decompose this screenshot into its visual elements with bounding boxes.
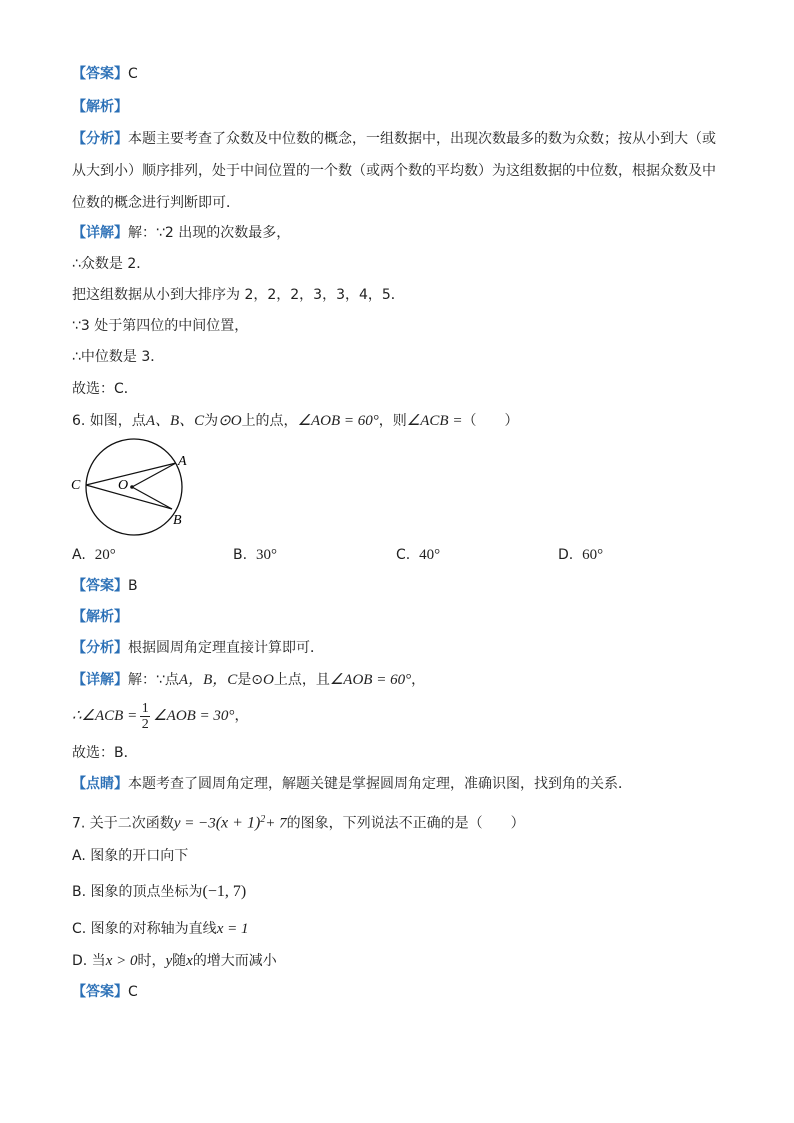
q6-detail-line1 [72,670,425,690]
fraction-denominator: 2 [141,716,149,732]
q7-stem-suffix: 的图象，下列说法不正确的是（ ） [286,815,525,832]
answer-tag: 【答案】 [72,984,128,1000]
option-value: 20° [94,547,116,563]
q5-fenxi-line1 [72,129,716,149]
radius-ob [132,487,172,509]
q6-stem-circle: ⊙O [218,413,242,429]
q5-detail-line6: 故选：C． [72,381,138,397]
analysis-tag: 【解析】 [72,609,128,625]
fenxi-text: 根据圆周角定理直接计算即可． [128,640,324,656]
q7-answer-line [72,982,138,1002]
chord-cb [86,485,172,509]
option-letter: B. [233,547,248,563]
detail-tag: 【详解】 [72,225,128,241]
center-dot [130,485,134,489]
option-value: 40° [419,547,441,563]
q7-func-a: y = −3 [173,815,216,832]
option-letter: C. [396,547,411,563]
q6-stem-mid2: 上的点， [241,413,298,429]
q6-stem-mid3: ，则 [378,413,407,429]
q7-stem [72,810,525,834]
chord-ca [86,463,176,485]
q6-analysis-line [72,607,128,627]
circle-figure [66,437,196,537]
analysis-tag: 【解析】 [72,99,128,115]
q7-option-b-text: B. 图象的顶点坐标为 [72,884,203,900]
q7-option-d-a: D. 当 [72,953,106,969]
option-letter: D. [558,547,574,563]
fraction-numerator: 1 [141,700,149,716]
q6-option-a [72,545,116,565]
q6-option-c [396,545,440,565]
q7-option-c-text: C. 图象的对称轴为直线 [72,921,217,937]
detail-eq-comma: ， [234,708,249,724]
q6-stem [72,411,518,431]
label-a: A [178,454,187,469]
q6-stem-prefix: 6. 如图，点 [72,413,146,429]
detail-circle-o: O [263,672,274,688]
q5-fenxi-line2: 从大到小）顺序排列，处于中间位置的一个数（或两个数的平均数）为这组数据的中位数，根据众数及中 [72,163,716,179]
q7-stem-prefix: 7. 关于二次函数 [72,815,174,832]
detail-eq-left: ∴∠ACB = [72,708,138,724]
q7-option-d-d: 的增大而减小 [192,953,277,969]
q6-option-d [558,545,603,565]
answer-value: C [128,66,138,82]
dianjing-tag: 【点睛】 [72,776,128,792]
q6-stem-mid: 为 [204,413,219,429]
dianjing-text: 本题考查了圆周角定理，解题关键是掌握圆周角定理，准确识图，找到角的关系． [128,776,632,792]
q7-option-d-m2: y [165,953,173,969]
q7-option-d-c: 随 [172,953,187,969]
answer-tag: 【答案】 [72,578,128,594]
fenxi-tag: 【分析】 [72,640,128,656]
detail-text: 解：∵2 出现的次数最多， [128,225,291,241]
q7-option-b [72,882,246,902]
fenxi-text: 本题主要考查了众数及中位数的概念，一组数据中，出现次数最多的数为众数；按从小到大（或 [128,131,716,147]
q7-func-c: + 7 [265,815,287,832]
q5-fenxi-line3: 位数的概念进行判断即可． [72,195,240,211]
q5-answer-line [72,64,138,84]
q7-option-c-math: x = 1 [216,921,249,937]
q5-detail-line5: ∴中位数是 3． [72,349,165,365]
label-o: O [118,478,129,493]
q7-option-d-b: 时， [137,953,166,969]
q6-stem-points: A、B、C [145,413,205,429]
radius-oa [132,463,176,487]
q7-option-d [72,951,277,971]
q6-detail-line3: 故选：B． [72,745,138,761]
q7-option-a: A. 图象的开口向下 [72,848,189,864]
q6-stem-target: ∠ACB = [406,413,463,429]
detail-points: A，B，C [178,672,238,688]
option-value: 30° [255,547,277,563]
q5-detail-line4: ∵3 处于第四位的中间位置， [72,318,249,334]
q5-detail-line3: 把这组数据从小到大排序为 2，2，2，3，3，4，5． [72,287,405,303]
q7-option-b-math: (−1, 7) [202,883,247,900]
answer-value: B [128,578,138,594]
fenxi-tag: 【分析】 [72,131,128,147]
q6-fenxi-line [72,638,324,658]
q7-option-d-m1: x > 0 [105,953,138,969]
label-b: B [173,513,182,528]
fraction [140,701,150,732]
q6-option-b [233,545,277,565]
q5-detail-line2: ∴众数是 2． [72,256,151,272]
circle-o [86,439,182,535]
detail-text-a: 解：∵点 [128,672,179,688]
answer-value: C [128,984,138,1000]
detail-angle: ∠AOB = 60° [329,672,412,688]
q7-option-d-m3: x [186,953,193,969]
q6-answer-line [72,576,138,596]
answer-tag: 【答案】 [72,66,128,82]
detail-text-b: 是⊙ [237,672,263,688]
option-letter: A. [72,547,86,563]
detail-text-d: ， [411,672,426,688]
q6-dianjing-line [72,774,632,794]
label-c: C [71,478,81,493]
q6-stem-angle: ∠AOB = 60° [297,413,379,429]
detail-eq-right: ∠AOB = 30° [153,708,235,724]
q7-func-exponent: 2 [260,814,266,825]
q6-detail-line2 [72,696,248,736]
q5-analysis-line [72,97,128,117]
detail-text-c: 上点，且 [273,672,330,688]
q7-func-b: (x + 1) [215,814,261,832]
option-value: 60° [582,547,604,563]
q6-stem-paren: （ ） [462,413,519,429]
q7-option-c [72,919,248,939]
q5-detail-line1 [72,223,290,243]
detail-tag: 【详解】 [72,672,128,688]
